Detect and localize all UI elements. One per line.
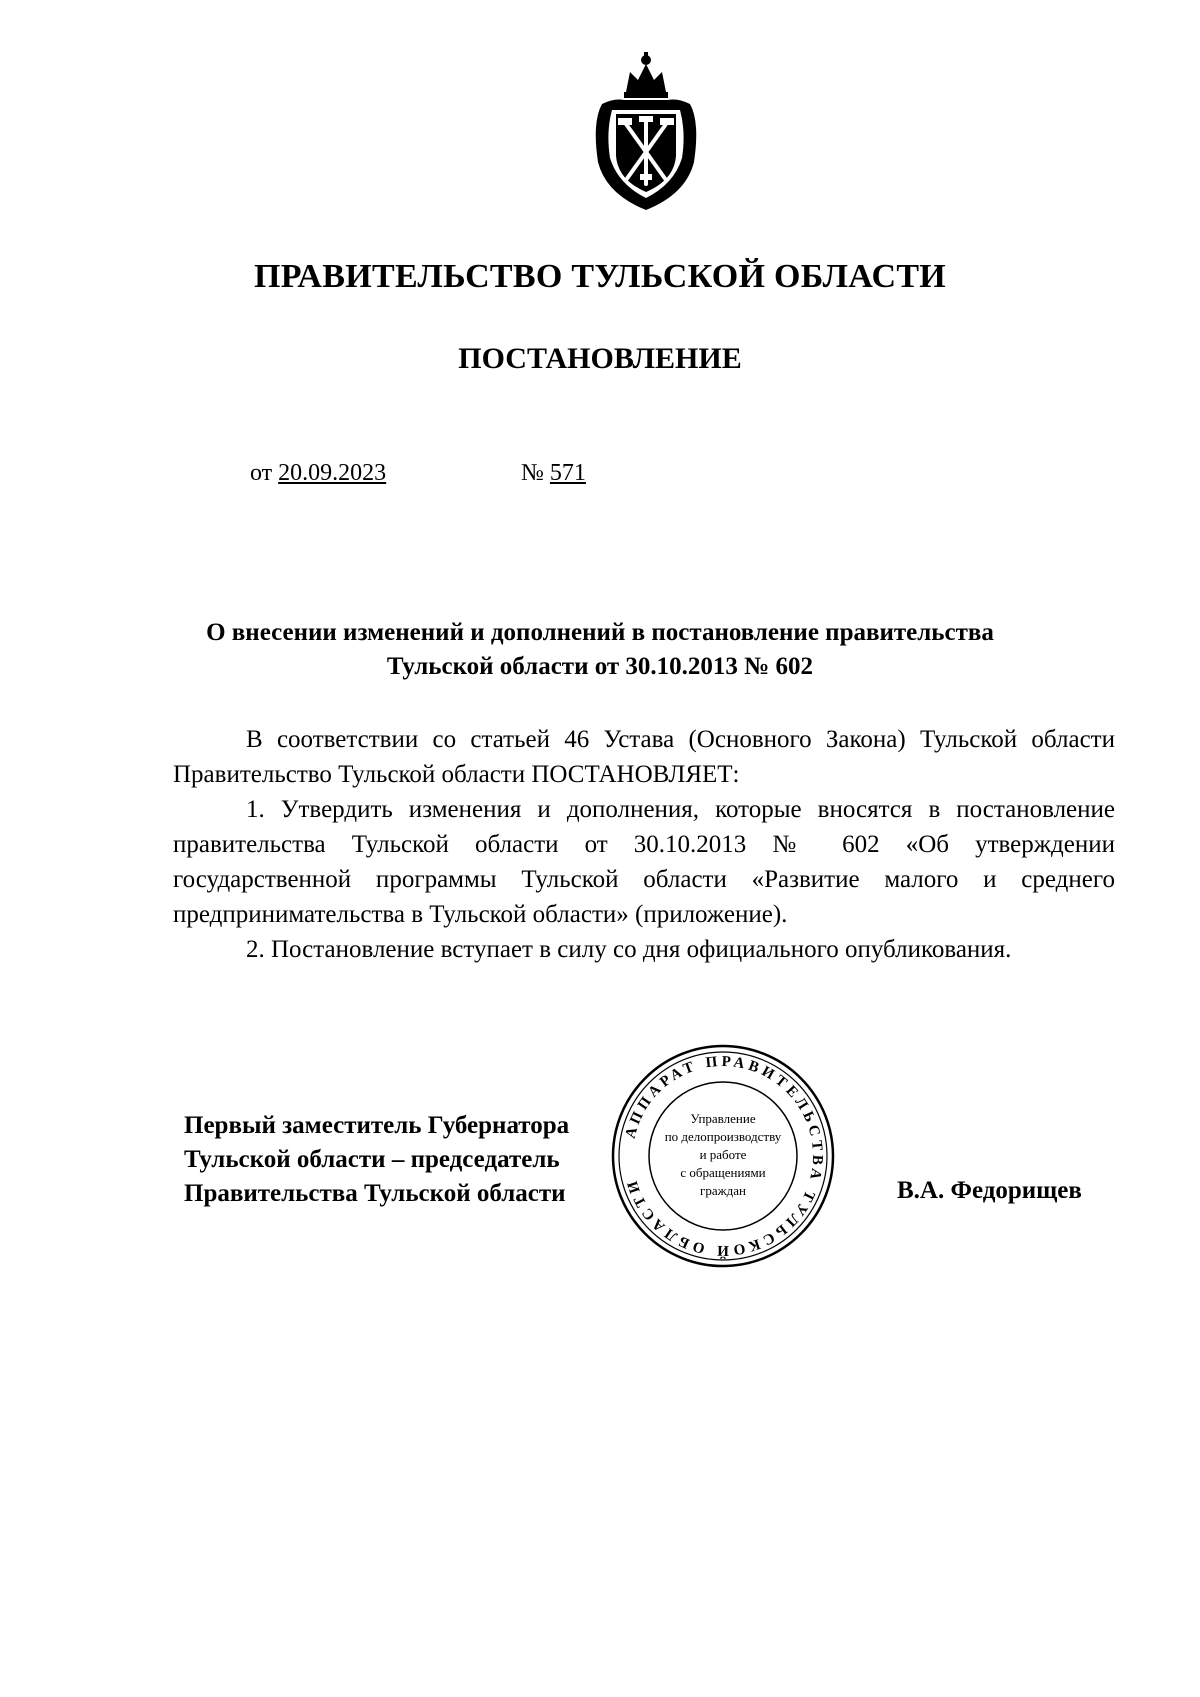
number-prefix: № — [521, 460, 544, 486]
document-type: ПОСТАНОВЛЕНИЕ — [458, 342, 742, 375]
signatory-name: В.А. Федорищев — [897, 1177, 1082, 1204]
stamp-center-line: граждан — [700, 1183, 746, 1198]
signatory-position-line: Первый заместитель Губернатора — [184, 1112, 570, 1139]
official-stamp — [610, 1043, 836, 1269]
stamp-center-line: с обращениями — [680, 1165, 766, 1180]
coat-of-arms-icon — [588, 52, 704, 214]
subject-line-1: О внесении изменений и дополнений в постановление правительства — [206, 619, 994, 646]
body-paragraph: 2. Постановление вступает в силу со дня официального опубликования. — [246, 936, 1012, 963]
stamp-ring-text: АППАРАТ ПРАВИТЕЛЬСТВА ТУЛЬСКОЙ ОБЛАСТИ — [622, 1053, 826, 1259]
signatory-position-line: Тульской области – председатель — [184, 1146, 560, 1173]
signatory-position-line: Правительства Тульской области — [184, 1180, 566, 1207]
document-number: 571 — [549, 460, 586, 486]
document-body — [173, 722, 1115, 967]
government-name: ПРАВИТЕЛЬСТВО ТУЛЬСКОЙ ОБЛАСТИ — [253, 258, 947, 295]
document-number-line — [521, 460, 586, 487]
document-subject — [150, 616, 1050, 684]
stamp-center-line: Управление — [690, 1111, 756, 1126]
stamp-center-line: и работе — [699, 1147, 747, 1162]
stamp-center-line: по делопроизводству — [664, 1129, 782, 1144]
signatory-position — [184, 1109, 624, 1211]
date-prefix: от — [250, 460, 273, 486]
document-date: 20.09.2023 — [278, 460, 387, 486]
body-paragraph: В соответствии со статьей 46 Устава (Основного Закона) Тульской области Правительство Тульской области ПОСТАНОВЛЯЕТ: — [173, 726, 1115, 788]
subject-line-2: Тульской области от 30.10.2013 № 602 — [386, 653, 814, 680]
body-paragraph: 1. Утвердить изменения и дополнения, которые вносятся в постановление правительства Тульской области от 30.10.2013 № 602 «Об утверждении государственной программы Тульской области «Развитие малого и среднего предпринимательства в Тульской области» (приложение). — [173, 796, 1115, 928]
document-date-line — [250, 460, 386, 487]
